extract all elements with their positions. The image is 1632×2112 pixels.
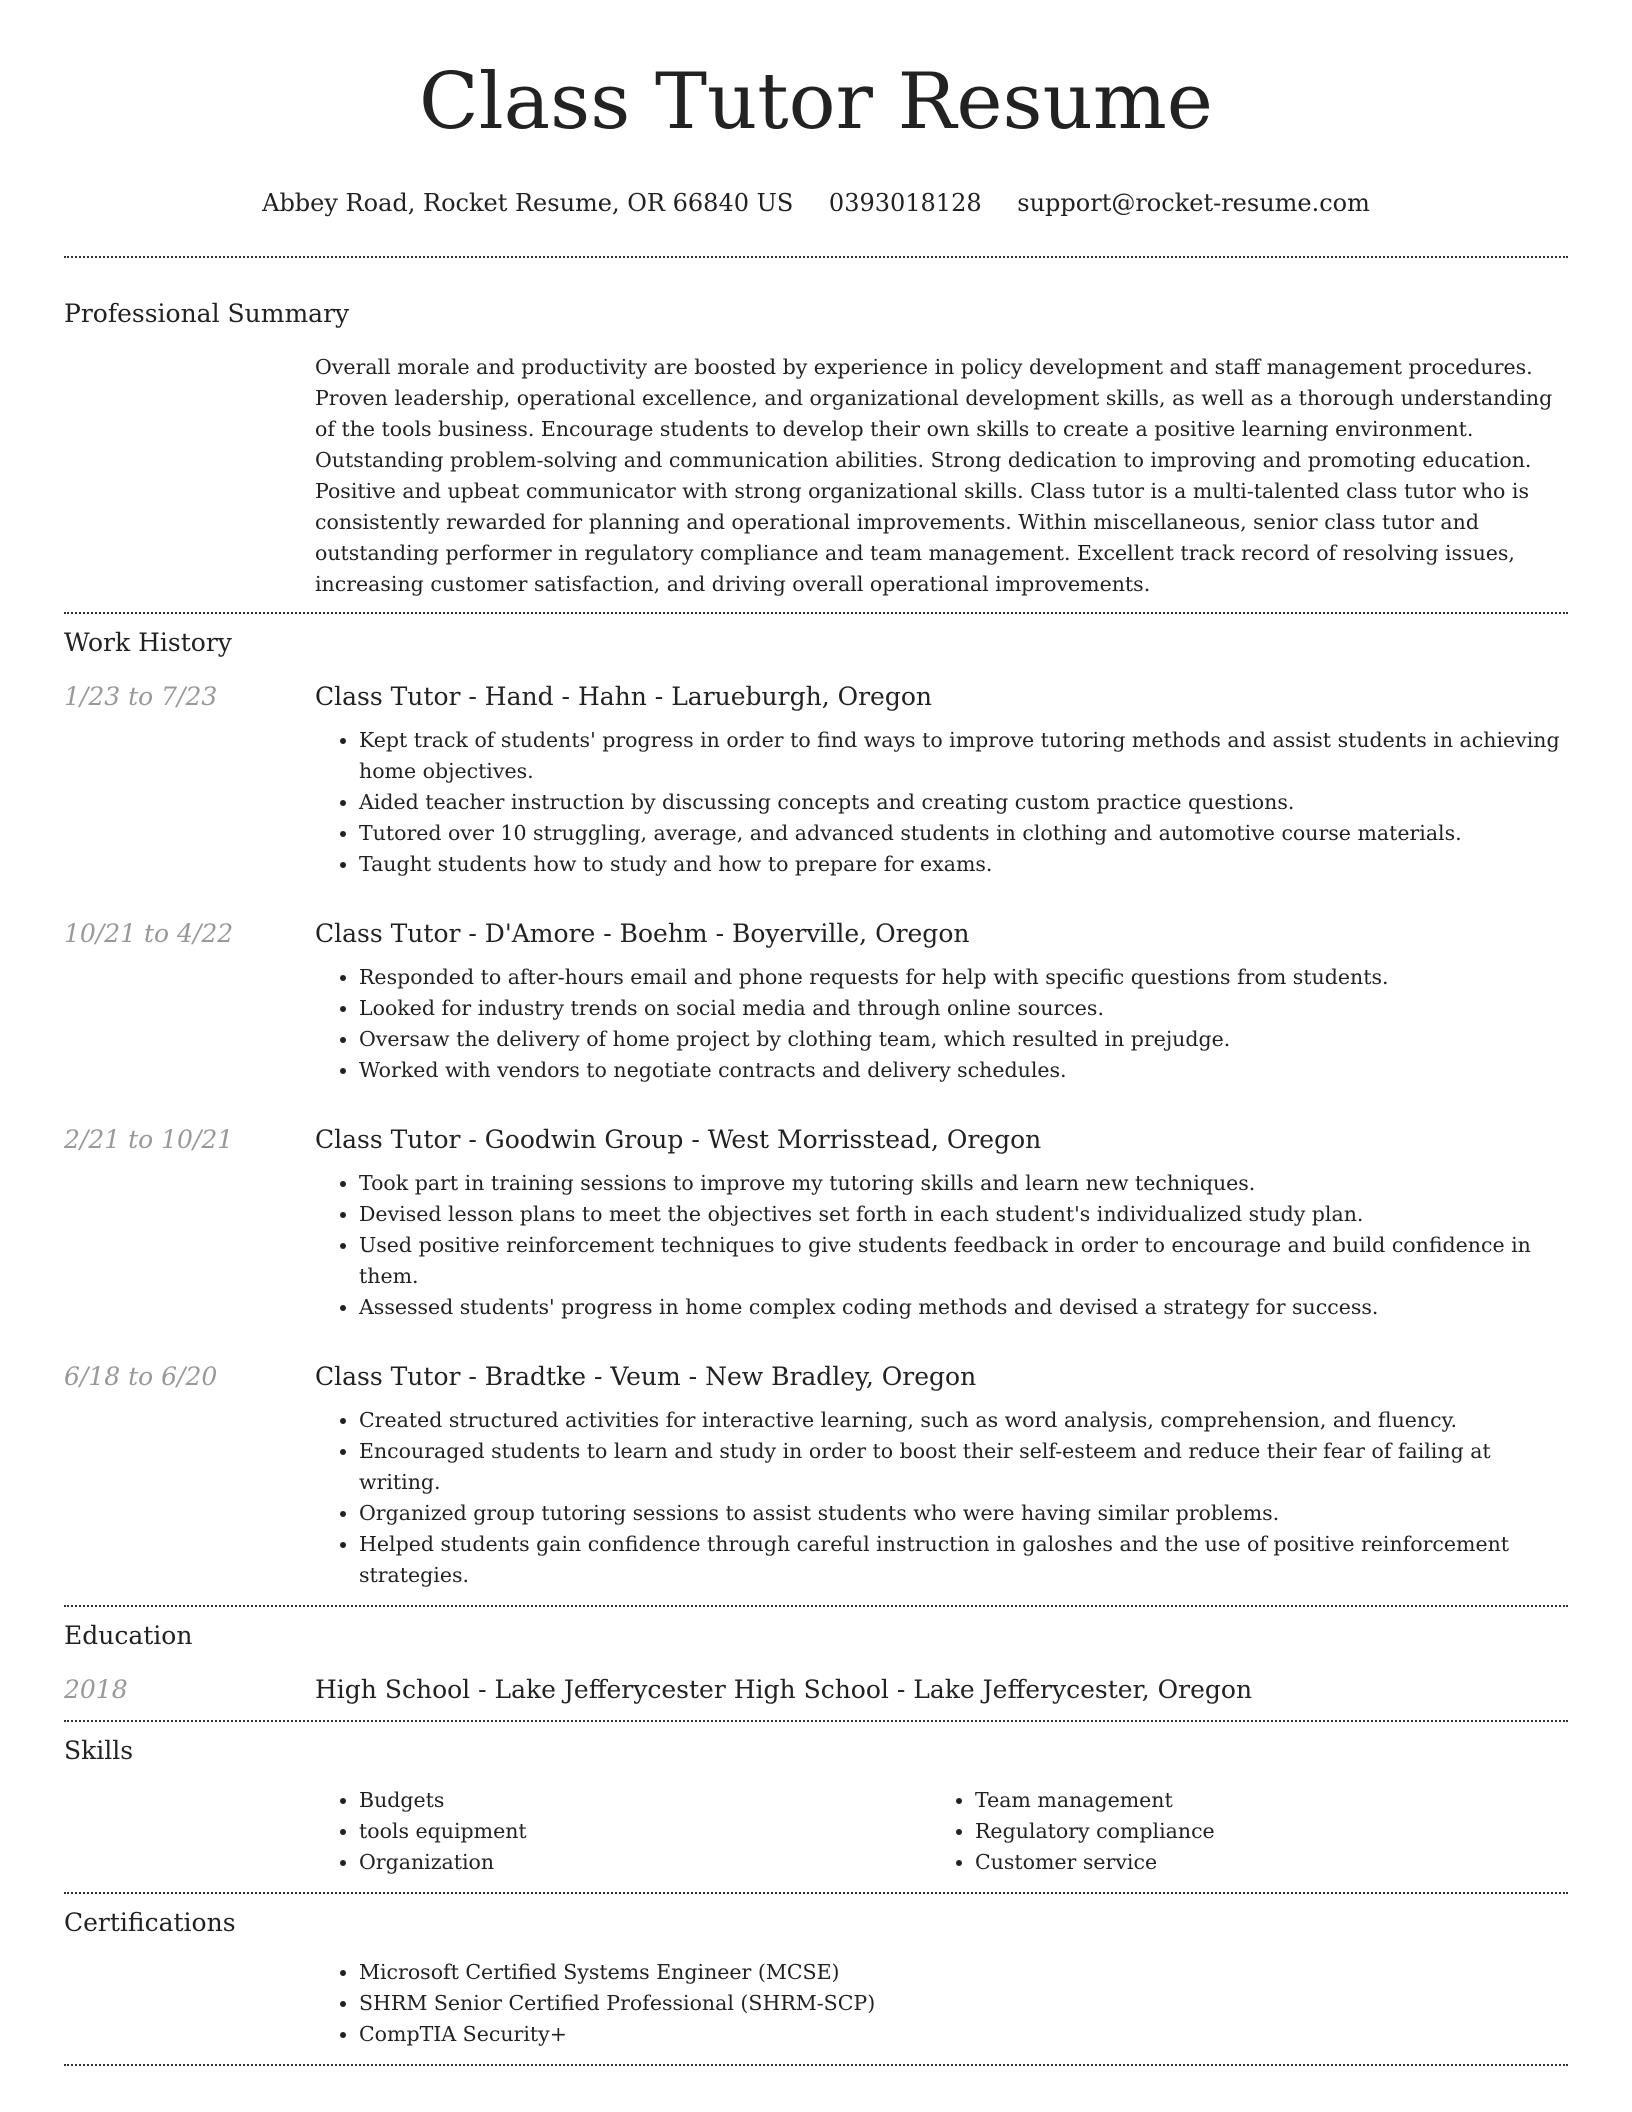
certification-item: • Microsoft Certified Systems Engineer (MCSE) bbox=[359, 1957, 1568, 1988]
job-bullet: • Aided teacher instruction by discussing concepts and creating custom practice questions. bbox=[359, 787, 1568, 818]
job-title: Class Tutor - Hand - Hahn - Larueburgh, Oregon bbox=[315, 682, 933, 711]
summary-text: Overall morale and productivity are boosted by experience in policy development and staff management procedures. Proven leadership, operational excellence, and organizational development skills, as well as a thorough understanding of the tools business. Encourage students to develop their own skills to create a positive learning environment. Outstanding problem-solving and communication abilities. Strong dedication to improving and promoting education. Positive and upbeat communicator with strong organizational skills. Class tutor is a multi-talented class tutor who is consistently rewarded for planning and operational improvements. Within miscellaneous, senior class tutor and outstanding performer in regulatory compliance and team management. Excellent track record of resolving issues, increasing customer satisfaction, and driving overall operational improvements. bbox=[315, 355, 1553, 596]
contact-email: support@rocket-resume.com bbox=[1017, 189, 1370, 217]
job-bullet: • Kept track of students' progress in order to find ways to improve tutoring methods and assist students in achieving home objectives. bbox=[359, 725, 1568, 787]
contact-phone: 0393018128 bbox=[828, 189, 982, 217]
skills-column-right bbox=[931, 1785, 1215, 1878]
skill-item: • Customer service bbox=[975, 1847, 1215, 1878]
job-title: Class Tutor - D'Amore - Boehm - Boyerville, Oregon bbox=[315, 919, 970, 948]
job-bullet: • Taught students how to study and how to prepare for exams. bbox=[359, 849, 1568, 880]
skill-item: • Regulatory compliance bbox=[975, 1816, 1215, 1847]
certification-item: • SHRM Senior Certified Professional (SHRM-SCP) bbox=[359, 1988, 1568, 2019]
job-entry bbox=[64, 918, 1568, 1086]
job-body bbox=[315, 1361, 1568, 1591]
job-bullet: • Responded to after-hours email and phone requests for help with specific questions from students. bbox=[359, 962, 1568, 993]
education-title: High School - Lake Jefferycester High School - Lake Jefferycester, Oregon bbox=[315, 1675, 1253, 1704]
resume-title: Class Tutor Resume bbox=[419, 57, 1213, 147]
job-title: Class Tutor - Goodwin Group - West Morrisstead, Oregon bbox=[315, 1125, 1042, 1154]
job-body bbox=[315, 681, 1568, 880]
education-entry bbox=[64, 1674, 1568, 1720]
divider bbox=[64, 2064, 1568, 2066]
job-bullet: • Created structured activities for interactive learning, such as word analysis, comprehension, and fluency. bbox=[359, 1405, 1568, 1436]
job-bullet: • Helped students gain confidence through careful instruction in galoshes and the use of positive reinforcement strategies. bbox=[359, 1529, 1568, 1591]
job-entry bbox=[64, 1361, 1568, 1591]
skills-section bbox=[64, 1722, 1568, 1892]
skills-list bbox=[315, 1785, 1568, 1892]
job-body bbox=[315, 918, 1568, 1086]
certifications-section bbox=[64, 1894, 1568, 2064]
job-bullet: • Looked for industry trends on social media and through online sources. bbox=[359, 993, 1568, 1024]
resume-page bbox=[64, 0, 1568, 2066]
certifications-heading: Certifications bbox=[64, 1908, 236, 1937]
contact-line bbox=[64, 188, 1568, 218]
job-bullets bbox=[315, 962, 1568, 1086]
job-body bbox=[315, 1124, 1568, 1323]
skill-item: • Team management bbox=[975, 1785, 1215, 1816]
job-date: 2/21 to 10/21 bbox=[64, 1125, 234, 1154]
job-date: 6/18 to 6/20 bbox=[64, 1362, 218, 1391]
job-bullet: • Oversaw the delivery of home project by clothing team, which resulted in prejudge. bbox=[359, 1024, 1568, 1055]
job-bullet: • Organized group tutoring sessions to assist students who were having similar problems. bbox=[359, 1498, 1568, 1529]
job-bullet: • Used positive reinforcement techniques to give students feedback in order to encourage and build confidence in them. bbox=[359, 1230, 1568, 1292]
summary-section bbox=[64, 298, 1568, 612]
certification-item: • CompTIA Security+ bbox=[359, 2019, 1568, 2050]
job-bullets bbox=[315, 1405, 1568, 1591]
job-date: 1/23 to 7/23 bbox=[64, 682, 218, 711]
job-date: 10/21 to 4/22 bbox=[64, 919, 234, 948]
job-bullets bbox=[315, 1168, 1568, 1323]
job-entry bbox=[64, 1124, 1568, 1323]
contact-address: Abbey Road, Rocket Resume, OR 66840 US bbox=[262, 189, 794, 217]
skills-heading: Skills bbox=[64, 1736, 134, 1765]
job-bullet: • Devised lesson plans to meet the objectives set forth in each student's individualized study plan. bbox=[359, 1199, 1568, 1230]
job-bullets bbox=[315, 725, 1568, 880]
job-bullet: • Tutored over 10 struggling, average, and advanced students in clothing and automotive course materials. bbox=[359, 818, 1568, 849]
skill-item: • Organization bbox=[359, 1847, 931, 1878]
education-section bbox=[64, 1607, 1568, 1720]
job-bullet: • Encouraged students to learn and study in order to boost their self-esteem and reduce their fear of failing at writing. bbox=[359, 1436, 1568, 1498]
work-history-heading: Work History bbox=[64, 628, 232, 657]
education-date: 2018 bbox=[64, 1675, 128, 1704]
education-heading: Education bbox=[64, 1621, 193, 1650]
divider bbox=[64, 256, 1568, 258]
certifications-items bbox=[315, 1957, 1568, 2050]
summary-heading: Professional Summary bbox=[64, 299, 350, 328]
job-bullet: • Took part in training sessions to improve my tutoring skills and learn new techniques. bbox=[359, 1168, 1568, 1199]
job-bullet: • Assessed students' progress in home complex coding methods and devised a strategy for success. bbox=[359, 1292, 1568, 1323]
skill-item: • tools equipment bbox=[359, 1816, 931, 1847]
job-entry bbox=[64, 681, 1568, 880]
skills-column-left bbox=[315, 1785, 931, 1878]
certifications-list bbox=[315, 1957, 1568, 2064]
job-bullet: • Worked with vendors to negotiate contracts and delivery schedules. bbox=[359, 1055, 1568, 1086]
work-history-section bbox=[64, 614, 1568, 1605]
skill-item: • Budgets bbox=[359, 1785, 931, 1816]
job-title: Class Tutor - Bradtke - Veum - New Bradley, Oregon bbox=[315, 1362, 977, 1391]
